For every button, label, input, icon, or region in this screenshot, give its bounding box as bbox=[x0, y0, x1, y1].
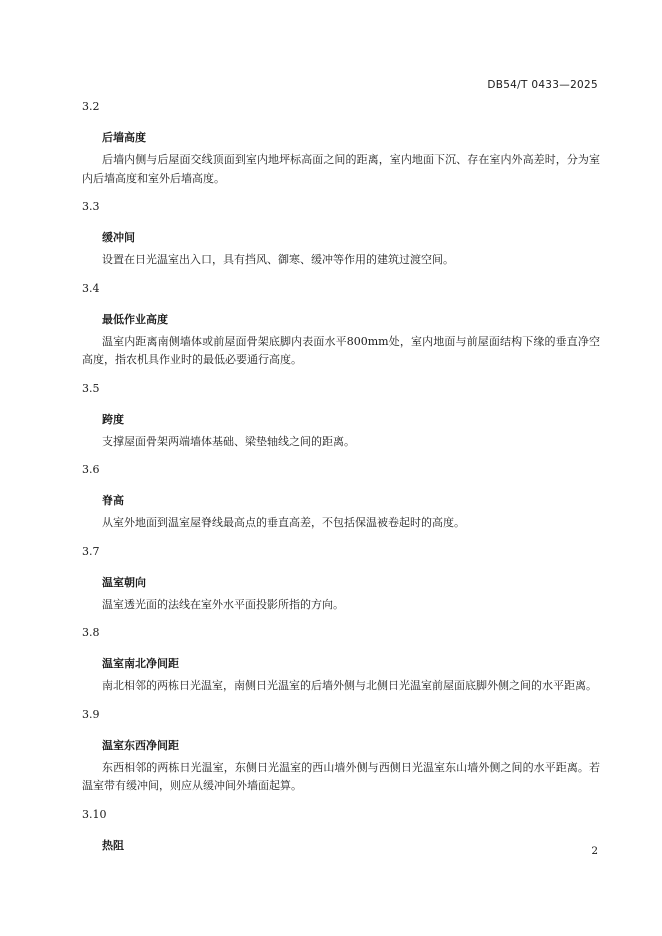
term-entry-3-8 bbox=[82, 626, 600, 708]
clause-number: 3.3 bbox=[82, 200, 100, 213]
term-definition: 后墙内侧与后屋面交线顶面到室内地坪标高面之间的距离，室内地面下沉、存在室内外高差时，分为室内后墙高度和室外后墙高度。 bbox=[82, 153, 600, 185]
term-title: 温室东西净间距 bbox=[102, 738, 179, 752]
term-definition: 从室外地面到温室屋脊线最高点的垂直高差，不包括保温被卷起时的高度。 bbox=[102, 516, 465, 529]
term-entry-3-3 bbox=[82, 200, 600, 282]
page-number: 2 bbox=[591, 845, 598, 857]
standard-code: DB54/T 0433—2025 bbox=[487, 79, 598, 91]
clause-number: 3.8 bbox=[82, 626, 100, 639]
clause-number: 3.7 bbox=[82, 544, 100, 558]
term-title: 热阻 bbox=[102, 838, 124, 852]
term-title: 最低作业高度 bbox=[102, 312, 168, 326]
clause-number: 3.10 bbox=[82, 807, 107, 821]
term-entry-3-7 bbox=[82, 545, 600, 627]
term-entry-3-2 bbox=[82, 100, 600, 200]
term-title: 缓冲间 bbox=[102, 231, 135, 244]
term-title: 脊高 bbox=[102, 494, 124, 507]
document-body bbox=[82, 100, 600, 859]
term-definition: 支撑屋面骨架两端墙体基础、梁垫轴线之间的距离。 bbox=[102, 434, 355, 448]
term-entry-3-10 bbox=[82, 808, 600, 853]
clause-number: 3.2 bbox=[82, 100, 100, 113]
term-entry-3-4 bbox=[82, 282, 600, 382]
term-definition: 温室内距离南侧墙体或前屋面骨架底脚内表面水平800mm处，室内地面与前屋面结构下缘的垂直净空高度，指农机具作业时的最低必要通行高度。 bbox=[82, 334, 600, 366]
clause-number: 3.4 bbox=[82, 281, 100, 295]
clause-number: 3.5 bbox=[82, 381, 100, 395]
clause-number: 3.9 bbox=[82, 707, 100, 721]
term-entry-3-5 bbox=[82, 382, 600, 464]
term-title: 后墙高度 bbox=[102, 131, 146, 144]
term-entry-3-6 bbox=[82, 463, 600, 545]
term-entry-3-9 bbox=[82, 708, 600, 808]
term-title: 跨度 bbox=[102, 412, 124, 426]
term-definition: 东西相邻的两栋日光温室，东侧日光温室的西山墙外侧与西侧日光温室东山墙外侧之间的水平距离。若温室带有缓冲间，则应从缓冲间外墙面起算。 bbox=[82, 760, 600, 792]
term-definition: 南北相邻的两栋日光温室，南侧日光温室的后墙外侧与北侧日光温室前屋面底脚外侧之间的水平距离。 bbox=[102, 679, 597, 692]
term-definition: 设置在日光温室出入口，具有挡风、御寒、缓冲等作用的建筑过渡空间。 bbox=[102, 253, 454, 266]
clause-number: 3.6 bbox=[82, 463, 100, 476]
term-title: 温室朝向 bbox=[102, 575, 146, 589]
term-title: 温室南北净间距 bbox=[102, 657, 179, 670]
term-definition: 温室透光面的法线在室外水平面投影所指的方向。 bbox=[102, 597, 344, 611]
